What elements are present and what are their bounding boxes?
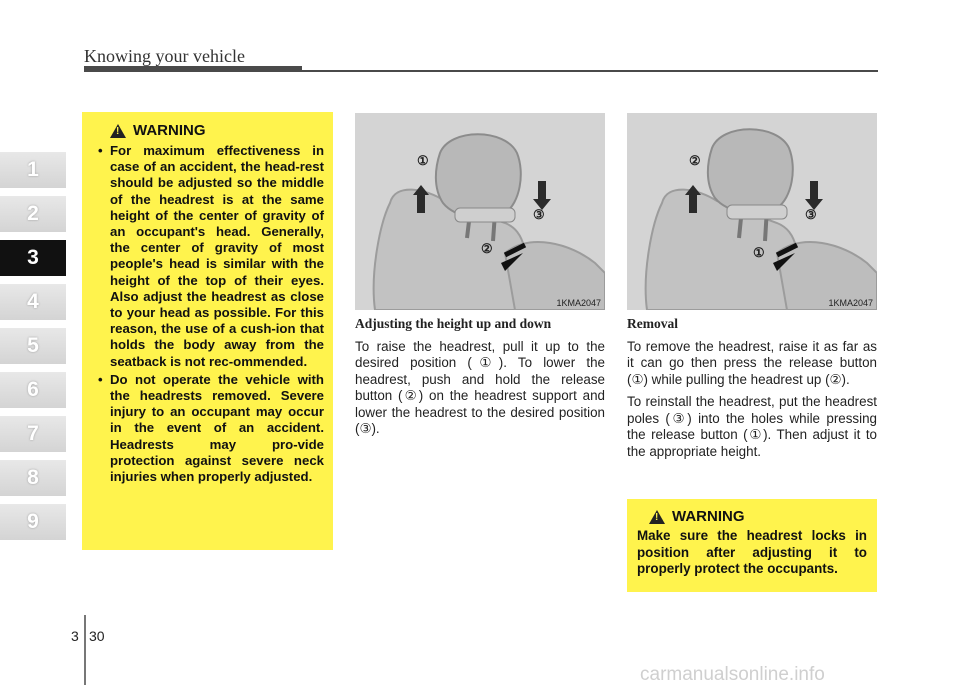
chapter-tab-5[interactable]: 5 [0, 328, 66, 364]
warning-item: • Do not operate the vehicle with the headrests removed. Severe injury to an occupant may occur in the event of an accident. Headrests may pro-vide protection against severe neck injuries when properly adjusted. [98, 372, 324, 485]
section-heading: Adjusting the height up and down [355, 316, 552, 331]
figure-code: 1KMA2047 [828, 298, 873, 308]
section-paragraph: To remove the headrest, raise it as far as it can go then press the release button (①) while pulling the headrest up (②). [627, 338, 877, 387]
figure-code: 1KMA2047 [556, 298, 601, 308]
header-rule-thick [84, 66, 302, 72]
figure-adjust-height [355, 113, 605, 310]
warning-triangle-icon [649, 510, 665, 524]
watermark: carmanualsonline.info [640, 664, 825, 685]
chapter-tab-3[interactable]: 3 [0, 240, 66, 276]
figure-label-3: ③ [805, 207, 817, 222]
warning-heading [649, 508, 867, 525]
warning-box-headrest [82, 112, 333, 550]
figure-label-1: ① [417, 153, 429, 168]
chapter-tab-6[interactable]: 6 [0, 372, 66, 408]
section-adjust-height [355, 316, 605, 444]
figure-label-2: ② [689, 153, 701, 168]
chapter-tab-4[interactable]: 4 [0, 284, 66, 320]
section-paragraph: To reinstall the headrest, put the headrest poles (③) into the holes while pressing the release button (①). Then adjust it to the appropriate height. [627, 394, 877, 459]
figure-label-3: ③ [533, 207, 545, 222]
warning-box-lock [627, 499, 877, 592]
warning-triangle-icon [110, 124, 126, 138]
warning-title: WARNING [133, 122, 206, 139]
header-rule-thin [300, 70, 878, 72]
section-heading: Removal [627, 316, 678, 331]
warning-heading [110, 122, 324, 139]
section-removal [627, 316, 877, 466]
chapter-tabs [0, 152, 66, 548]
section-paragraph: To raise the headrest, pull it up to the desired position (①). To lower the headrest, push and hold the release button (②) on the headrest support and lower the headrest to the desired position (③). [355, 338, 605, 436]
headrest-removal-illustration [627, 113, 877, 310]
page-header-title: Knowing your vehicle [84, 46, 245, 66]
figure-label-2: ② [481, 241, 493, 256]
warning-list [98, 143, 324, 485]
chapter-tab-9[interactable]: 9 [0, 504, 66, 540]
chapter-tab-2[interactable]: 2 [0, 196, 66, 232]
warning-title: WARNING [672, 508, 745, 525]
figure-label-1: ① [753, 245, 765, 260]
headrest-adjust-illustration [355, 113, 605, 310]
chapter-tab-1[interactable]: 1 [0, 152, 66, 188]
footer-page-number: 30 [89, 628, 105, 644]
warning-item: • For maximum effectiveness in case of an accident, the head-rest should be adjusted so the middle of the headrest is at the same height of the center of gravity of an occupant's head. Generally, the center of gravity of most people's head is similar with the height of the top of their eyes. Also adjust the headrest as close to your head as possible. For this reason, the use of a cush-ion that holds the body away from the seatback is not rec-ommended. [98, 143, 324, 370]
footer-divider [84, 615, 86, 685]
chapter-tab-8[interactable]: 8 [0, 460, 66, 496]
footer-chapter-number: 3 [71, 628, 79, 644]
figure-removal [627, 113, 877, 310]
warning-text: Make sure the headrest locks in position after adjusting it to properly protect the occupants. [637, 528, 867, 576]
chapter-tab-7[interactable]: 7 [0, 416, 66, 452]
